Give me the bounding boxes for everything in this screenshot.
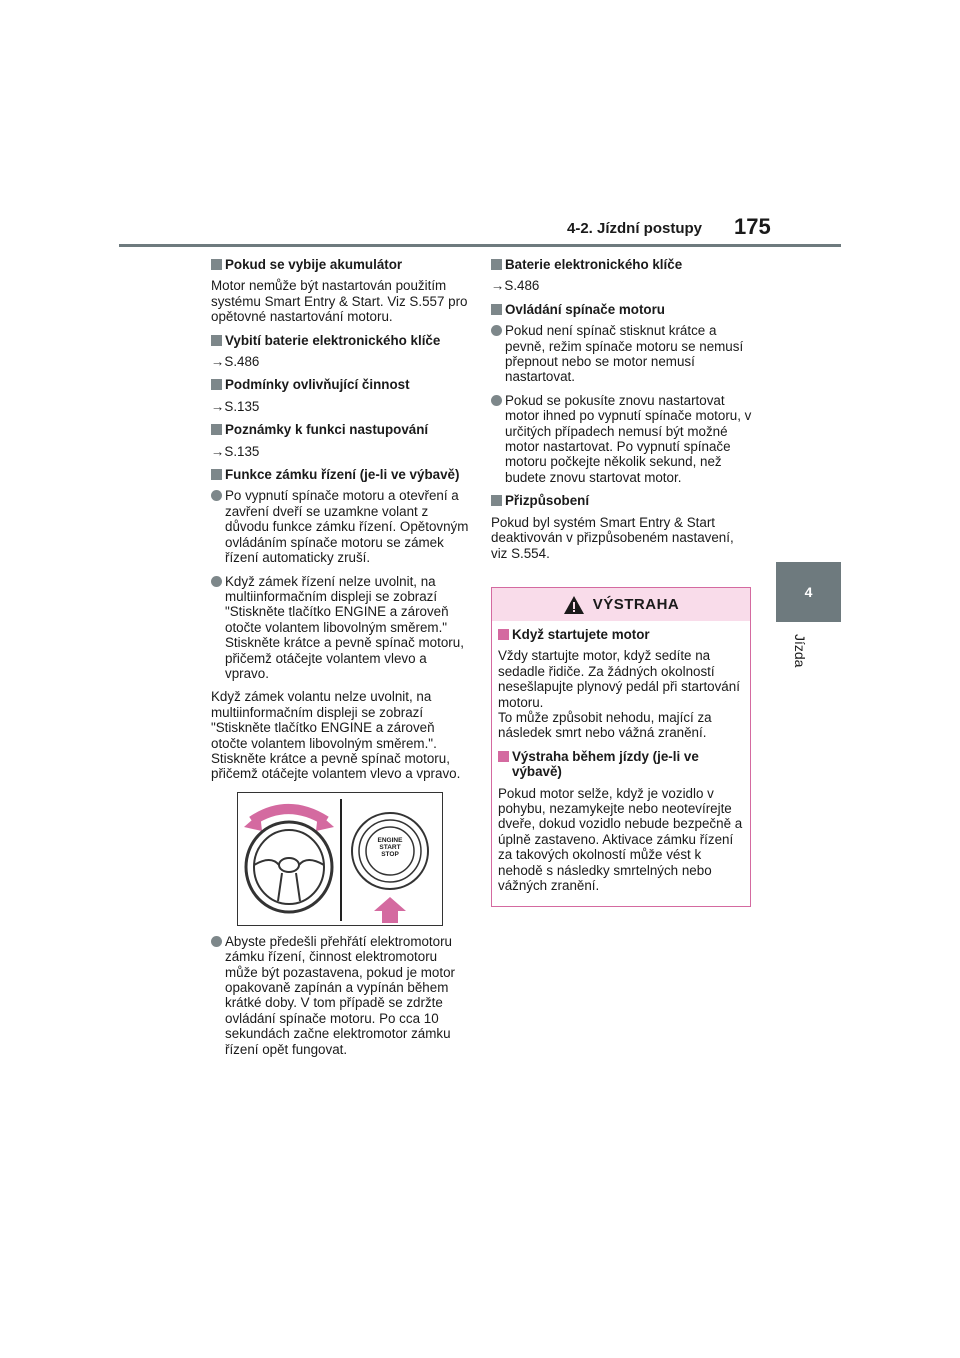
square-bullet-icon: [491, 304, 502, 315]
paragraph: Pokud byl systém Smart Entry & Start deaktivován v přizpůsobeném nastavení, viz S.554.: [491, 514, 734, 561]
heading-customization: Přizpůsobení: [491, 493, 753, 508]
warning-header: [492, 588, 750, 621]
square-bullet-icon: [211, 424, 222, 435]
paragraph: To může způsobit nehodu, mající za následek smrt nebo vážná zranění.: [498, 710, 712, 741]
heading-key-battery-2: Baterie elektronického klíče: [491, 257, 753, 272]
square-bullet-icon: [211, 469, 222, 480]
square-bullet-icon: [211, 259, 222, 270]
list-item: Pokud není spínač stisknut krátce a pevně, režim spínače motoru se nemusí přepnout nebo se motor nemusí nastartovat.: [491, 323, 753, 385]
square-bullet-icon: [491, 259, 502, 270]
round-bullet-icon: [211, 576, 222, 587]
list-item: Po vypnutí spínače motoru a otevření a zavření dveří se uzamkne volant z důvodu funkce zámku řízení. Opětovným ovládáním spínače motoru se zámek řízení automaticky zruší.: [211, 488, 473, 565]
heading-battery: Pokud se vybije akumulátor: [211, 257, 473, 272]
list-item: Když zámek řízení nelze uvolnit, na multiinformačním displeji se zobrazí "Stiskněte tlačítko ENGINE a zároveň otočte volantem libovolným směrem." Stiskněte krátce a pevně spínač motoru, přičemž otáčejte volantem vlevo a vpravo.: [211, 574, 473, 682]
heading-switch-operation: Ovládání spínače motoru: [491, 302, 753, 317]
right-column: [491, 257, 753, 569]
warning-triangle-icon: [563, 595, 585, 615]
square-bullet-icon: [491, 495, 502, 506]
square-bullet-icon: [211, 379, 222, 390]
section-title: 4-2. Jízdní postupy: [567, 220, 703, 237]
heading-steering-lock: Funkce zámku řízení (je-li ve výbavě): [211, 467, 473, 482]
page-reference: →S.135: [211, 398, 260, 414]
paragraph: Vždy startujte motor, když sedíte na sedadle řidiče. Za žádných okolností nesešlapujte plynový pedál při startování motoru.: [498, 648, 740, 710]
page-number: 175: [734, 214, 771, 239]
warning-box: [491, 587, 751, 907]
left-column: [211, 257, 473, 1065]
steering-wheel-illustration: [237, 792, 443, 926]
heading-conditions: Podmínky ovlivňující činnost: [211, 377, 473, 392]
paragraph: Když zámek volantu nelze uvolnit, na multiinformačním displeji se zobrazí "Stiskněte tlačítko ENGINE a zároveň otočte volantem libovolným směrem.". Stiskněte krátce a pevně spínač motoru, přičemž otáčejte volantem vlevo a vpravo.: [211, 689, 461, 782]
page-reference: →S.486: [491, 278, 540, 294]
round-bullet-icon: [211, 490, 222, 501]
warning-body: [492, 621, 750, 894]
warning-title: VÝSTRAHA: [592, 596, 680, 613]
chapter-tab: 4: [776, 562, 841, 622]
round-bullet-icon: [211, 936, 222, 947]
page-reference: →S.135: [211, 443, 260, 459]
page-reference: →S.486: [211, 354, 260, 370]
heading-driving-warning: Výstraha během jízdy (je-li ve výbavě): [498, 749, 744, 780]
heading-key-battery: Vybití baterie elektronického klíče: [211, 333, 473, 348]
heading-entry-notes: Poznámky k funkci nastupování: [211, 422, 473, 437]
engine-start-button-icon: [238, 793, 444, 927]
header-rule: [119, 244, 841, 247]
chapter-label: Jízda: [792, 634, 808, 668]
square-bullet-icon: [211, 335, 222, 346]
heading-starting-engine: Když startujete motor: [498, 627, 744, 642]
square-bullet-icon: [498, 751, 509, 762]
paragraph: Pokud motor selže, když je vozidlo v pohybu, nezamykejte nebo neotevírejte dveře, dokud vozidlo nebude bezpečně a úplně zastaveno. Aktivace zámku řízení za takových okolností může vést k nehodě s následky smrtelných nebo vážných zranění.: [498, 785, 743, 894]
square-bullet-icon: [498, 629, 509, 640]
round-bullet-icon: [491, 395, 502, 406]
engine-button-label: ENGINE START STOP: [377, 836, 403, 858]
list-item: Abyste předešli přehřátí elektromotoru zámku řízení, činnost elektromotoru může být pozastavena, pokud je motor opakovaně zapínán a vypínán během krátké doby. V tom případě se zdržte ovládání spínače motoru. Po cca 10 sekundách začne elektromotor zámku řízení opět fungovat.: [211, 934, 473, 1057]
paragraph: Motor nemůže být nastartován použitím systému Smart Entry & Start. Viz S.557 pro opětovné nastartování motoru.: [211, 278, 468, 325]
page-header: [0, 0, 960, 260]
list-item: Pokud se pokusíte znovu nastartovat motor ihned po vypnutí spínače motoru, v určitých případech nemusí být možné motor nastartovat. Po vypnutí spínače motoru počkejte několik sekund, než budete znovu startovat motor.: [491, 393, 753, 485]
round-bullet-icon: [491, 325, 502, 336]
